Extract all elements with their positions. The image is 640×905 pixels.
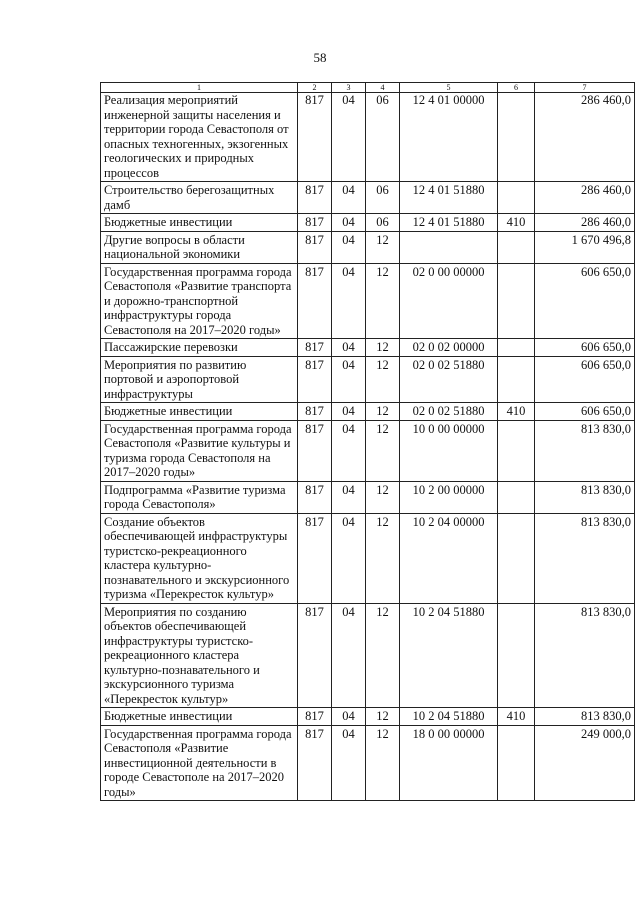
- subsection-code: 12: [366, 725, 400, 801]
- ministry-code: 817: [298, 214, 332, 232]
- expense-type-code: 410: [498, 708, 535, 726]
- target-article-code: 10 2 04 00000: [400, 513, 498, 603]
- column-number: 6: [498, 83, 535, 93]
- section-code: 04: [332, 420, 366, 481]
- column-number-row: [101, 83, 635, 93]
- table-row: [101, 403, 635, 421]
- section-code: 04: [332, 513, 366, 603]
- table-row: [101, 356, 635, 403]
- expense-type-code: [498, 481, 535, 513]
- row-name: Государственная программа города Севастополя «Развитие инвестиционной деятельности в городе Севастополе на 2017–2020 годы»: [101, 725, 298, 801]
- target-article-code: 10 0 00 00000: [400, 420, 498, 481]
- expense-type-code: [498, 339, 535, 357]
- row-name: Создание объектов обеспечивающей инфраструктуры туристско-рекреационного кластера культурно-познавательного и экскурсионного туризма «Перекресток культур»: [101, 513, 298, 603]
- table-row: [101, 263, 635, 339]
- subsection-code: 12: [366, 403, 400, 421]
- subsection-code: 12: [366, 356, 400, 403]
- target-article-code: 12 4 01 51880: [400, 214, 498, 232]
- section-code: 04: [332, 263, 366, 339]
- subsection-code: 12: [366, 513, 400, 603]
- expense-type-code: 410: [498, 403, 535, 421]
- table-row: [101, 93, 635, 182]
- row-name: Строительство берегозащитных дамб: [101, 182, 298, 214]
- amount: 286 460,0: [535, 182, 635, 214]
- row-name: Бюджетные инвестиции: [101, 708, 298, 726]
- ministry-code: 817: [298, 182, 332, 214]
- subsection-code: 12: [366, 231, 400, 263]
- ministry-code: 817: [298, 339, 332, 357]
- row-name: Другие вопросы в области национальной экономики: [101, 231, 298, 263]
- target-article-code: 02 0 02 51880: [400, 403, 498, 421]
- amount: 286 460,0: [535, 93, 635, 182]
- subsection-code: 06: [366, 182, 400, 214]
- amount: 813 830,0: [535, 603, 635, 708]
- subsection-code: 12: [366, 339, 400, 357]
- amount: 606 650,0: [535, 356, 635, 403]
- row-name: Реализация мероприятий инженерной защиты населения и территории города Севастополя от опасных техногенных, экзогенных геологических и природных процессов: [101, 93, 298, 182]
- ministry-code: 817: [298, 420, 332, 481]
- table-row: [101, 182, 635, 214]
- section-code: 04: [332, 481, 366, 513]
- row-name: Бюджетные инвестиции: [101, 403, 298, 421]
- section-code: 04: [332, 93, 366, 182]
- amount: 813 830,0: [535, 708, 635, 726]
- amount: 813 830,0: [535, 481, 635, 513]
- expense-type-code: [498, 182, 535, 214]
- target-article-code: 18 0 00 00000: [400, 725, 498, 801]
- table-row: [101, 708, 635, 726]
- subsection-code: 12: [366, 481, 400, 513]
- row-name: Подпрограмма «Развитие туризма города Севастополя»: [101, 481, 298, 513]
- column-number: 2: [298, 83, 332, 93]
- amount: 286 460,0: [535, 214, 635, 232]
- expense-type-code: [498, 93, 535, 182]
- target-article-code: 10 2 04 51880: [400, 603, 498, 708]
- amount: 813 830,0: [535, 420, 635, 481]
- expense-type-code: 410: [498, 214, 535, 232]
- section-code: 04: [332, 231, 366, 263]
- expense-type-code: [498, 263, 535, 339]
- section-code: 04: [332, 356, 366, 403]
- target-article-code: 02 0 00 00000: [400, 263, 498, 339]
- expense-type-code: [498, 725, 535, 801]
- ministry-code: 817: [298, 725, 332, 801]
- ministry-code: 817: [298, 603, 332, 708]
- ministry-code: 817: [298, 231, 332, 263]
- subsection-code: 12: [366, 263, 400, 339]
- expense-type-code: [498, 603, 535, 708]
- table-row: [101, 420, 635, 481]
- row-name: Мероприятия по развитию портовой и аэропортовой инфраструктуры: [101, 356, 298, 403]
- table-row: [101, 603, 635, 708]
- table-row: [101, 339, 635, 357]
- target-article-code: [400, 231, 498, 263]
- table-row: [101, 725, 635, 801]
- budget-table: [100, 82, 635, 801]
- section-code: 04: [332, 182, 366, 214]
- amount: 813 830,0: [535, 513, 635, 603]
- target-article-code: 10 2 04 51880: [400, 708, 498, 726]
- row-name: Государственная программа города Севастополя «Развитие культуры и туризма города Севастополя на 2017–2020 годы»: [101, 420, 298, 481]
- expense-type-code: [498, 513, 535, 603]
- expense-type-code: [498, 356, 535, 403]
- ministry-code: 817: [298, 263, 332, 339]
- expense-type-code: [498, 231, 535, 263]
- table-row: [101, 513, 635, 603]
- table-body: [101, 93, 635, 801]
- table-row: [101, 214, 635, 232]
- column-number: 7: [535, 83, 635, 93]
- table-row: [101, 481, 635, 513]
- row-name: Пассажирские перевозки: [101, 339, 298, 357]
- ministry-code: 817: [298, 403, 332, 421]
- section-code: 04: [332, 403, 366, 421]
- table-row: [101, 231, 635, 263]
- section-code: 04: [332, 214, 366, 232]
- row-name: Государственная программа города Севастополя «Развитие транспорта и дорожно-транспортной инфраструктуры города Севастополя на 2017–2020 годы»: [101, 263, 298, 339]
- ministry-code: 817: [298, 708, 332, 726]
- subsection-code: 12: [366, 420, 400, 481]
- ministry-code: 817: [298, 481, 332, 513]
- subsection-code: 12: [366, 708, 400, 726]
- column-number: 4: [366, 83, 400, 93]
- expense-type-code: [498, 420, 535, 481]
- page-number: 58: [313, 50, 327, 65]
- row-name: Мероприятия по созданию объектов обеспечивающей инфраструктуры туристско-рекреационного кластера культурно-познавательного и экскурсионного туризма «Перекресток культур»: [101, 603, 298, 708]
- subsection-code: 06: [366, 93, 400, 182]
- target-article-code: 10 2 00 00000: [400, 481, 498, 513]
- amount: 606 650,0: [535, 263, 635, 339]
- section-code: 04: [332, 708, 366, 726]
- column-number: 3: [332, 83, 366, 93]
- amount: 606 650,0: [535, 403, 635, 421]
- target-article-code: 12 4 01 00000: [400, 93, 498, 182]
- target-article-code: 02 0 02 00000: [400, 339, 498, 357]
- section-code: 04: [332, 339, 366, 357]
- amount: 1 670 496,8: [535, 231, 635, 263]
- target-article-code: 12 4 01 51880: [400, 182, 498, 214]
- row-name: Бюджетные инвестиции: [101, 214, 298, 232]
- section-code: 04: [332, 603, 366, 708]
- column-number: 1: [101, 83, 298, 93]
- column-number: 5: [400, 83, 498, 93]
- amount: 606 650,0: [535, 339, 635, 357]
- ministry-code: 817: [298, 93, 332, 182]
- subsection-code: 12: [366, 603, 400, 708]
- section-code: 04: [332, 725, 366, 801]
- ministry-code: 817: [298, 356, 332, 403]
- ministry-code: 817: [298, 513, 332, 603]
- target-article-code: 02 0 02 51880: [400, 356, 498, 403]
- amount: 249 000,0: [535, 725, 635, 801]
- subsection-code: 06: [366, 214, 400, 232]
